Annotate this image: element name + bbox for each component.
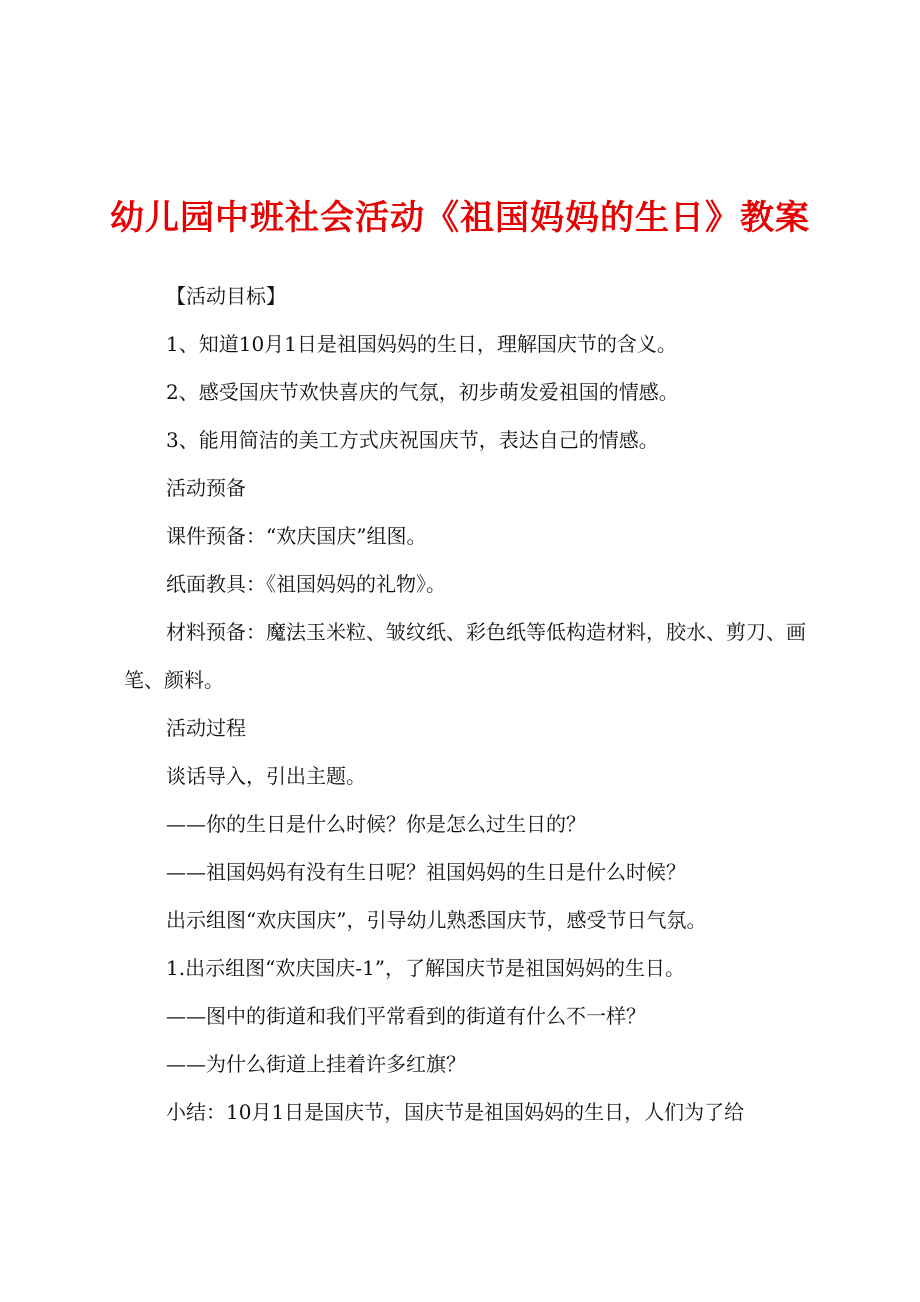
- section-heading-objectives: 【活动目标】: [166, 284, 286, 308]
- preparation-courseware: 课件预备：“欢庆国庆”组图。: [166, 524, 427, 548]
- page-title: 幼儿园中班社会活动《祖国妈妈的生日》教案: [110, 198, 810, 238]
- process-summary: 小结：10月1日是国庆节，国庆节是祖国妈妈的生日，人们为了给: [166, 1100, 745, 1124]
- process-question-4: ——为什么街道上挂着许多红旗？: [166, 1052, 466, 1076]
- process-step-1: 1.出示组图“欢庆国庆-1”，了解国庆节是祖国妈妈的生日。: [166, 956, 686, 980]
- preparation-teaching-aids: 纸面教具：《祖国妈妈的礼物》。: [166, 572, 446, 596]
- objective-item-2: 2、感受国庆节欢快喜庆的气氛，初步萌发爱祖国的情感。: [166, 380, 679, 404]
- objective-item-1: 1、知道10月1日是祖国妈妈的生日，理解国庆节的含义。: [166, 332, 677, 356]
- section-heading-preparation: 活动预备: [166, 476, 246, 500]
- section-heading-process: 活动过程: [166, 716, 246, 740]
- document-body: [124, 272, 824, 1136]
- preparation-materials: 材料预备：魔法玉米粒、皱纹纸、彩色纸等低构造材料，胶水、剪刀、画笔、颜料。: [124, 620, 806, 692]
- objective-item-3: 3、能用简洁的美工方式庆祝国庆节，表达自己的情感。: [166, 428, 659, 452]
- process-show-pictures: 出示组图“欢庆国庆”，引导幼儿熟悉国庆节，感受节日气氛。: [166, 908, 707, 932]
- process-intro: 谈话导入，引出主题。: [166, 764, 366, 788]
- process-question-1: ——你的生日是什么时候？你是怎么过生日的？: [166, 812, 586, 836]
- process-question-3: ——图中的街道和我们平常看到的街道有什么不一样？: [166, 1004, 646, 1028]
- process-question-2: ——祖国妈妈有没有生日呢？祖国妈妈的生日是什么时候？: [166, 860, 686, 884]
